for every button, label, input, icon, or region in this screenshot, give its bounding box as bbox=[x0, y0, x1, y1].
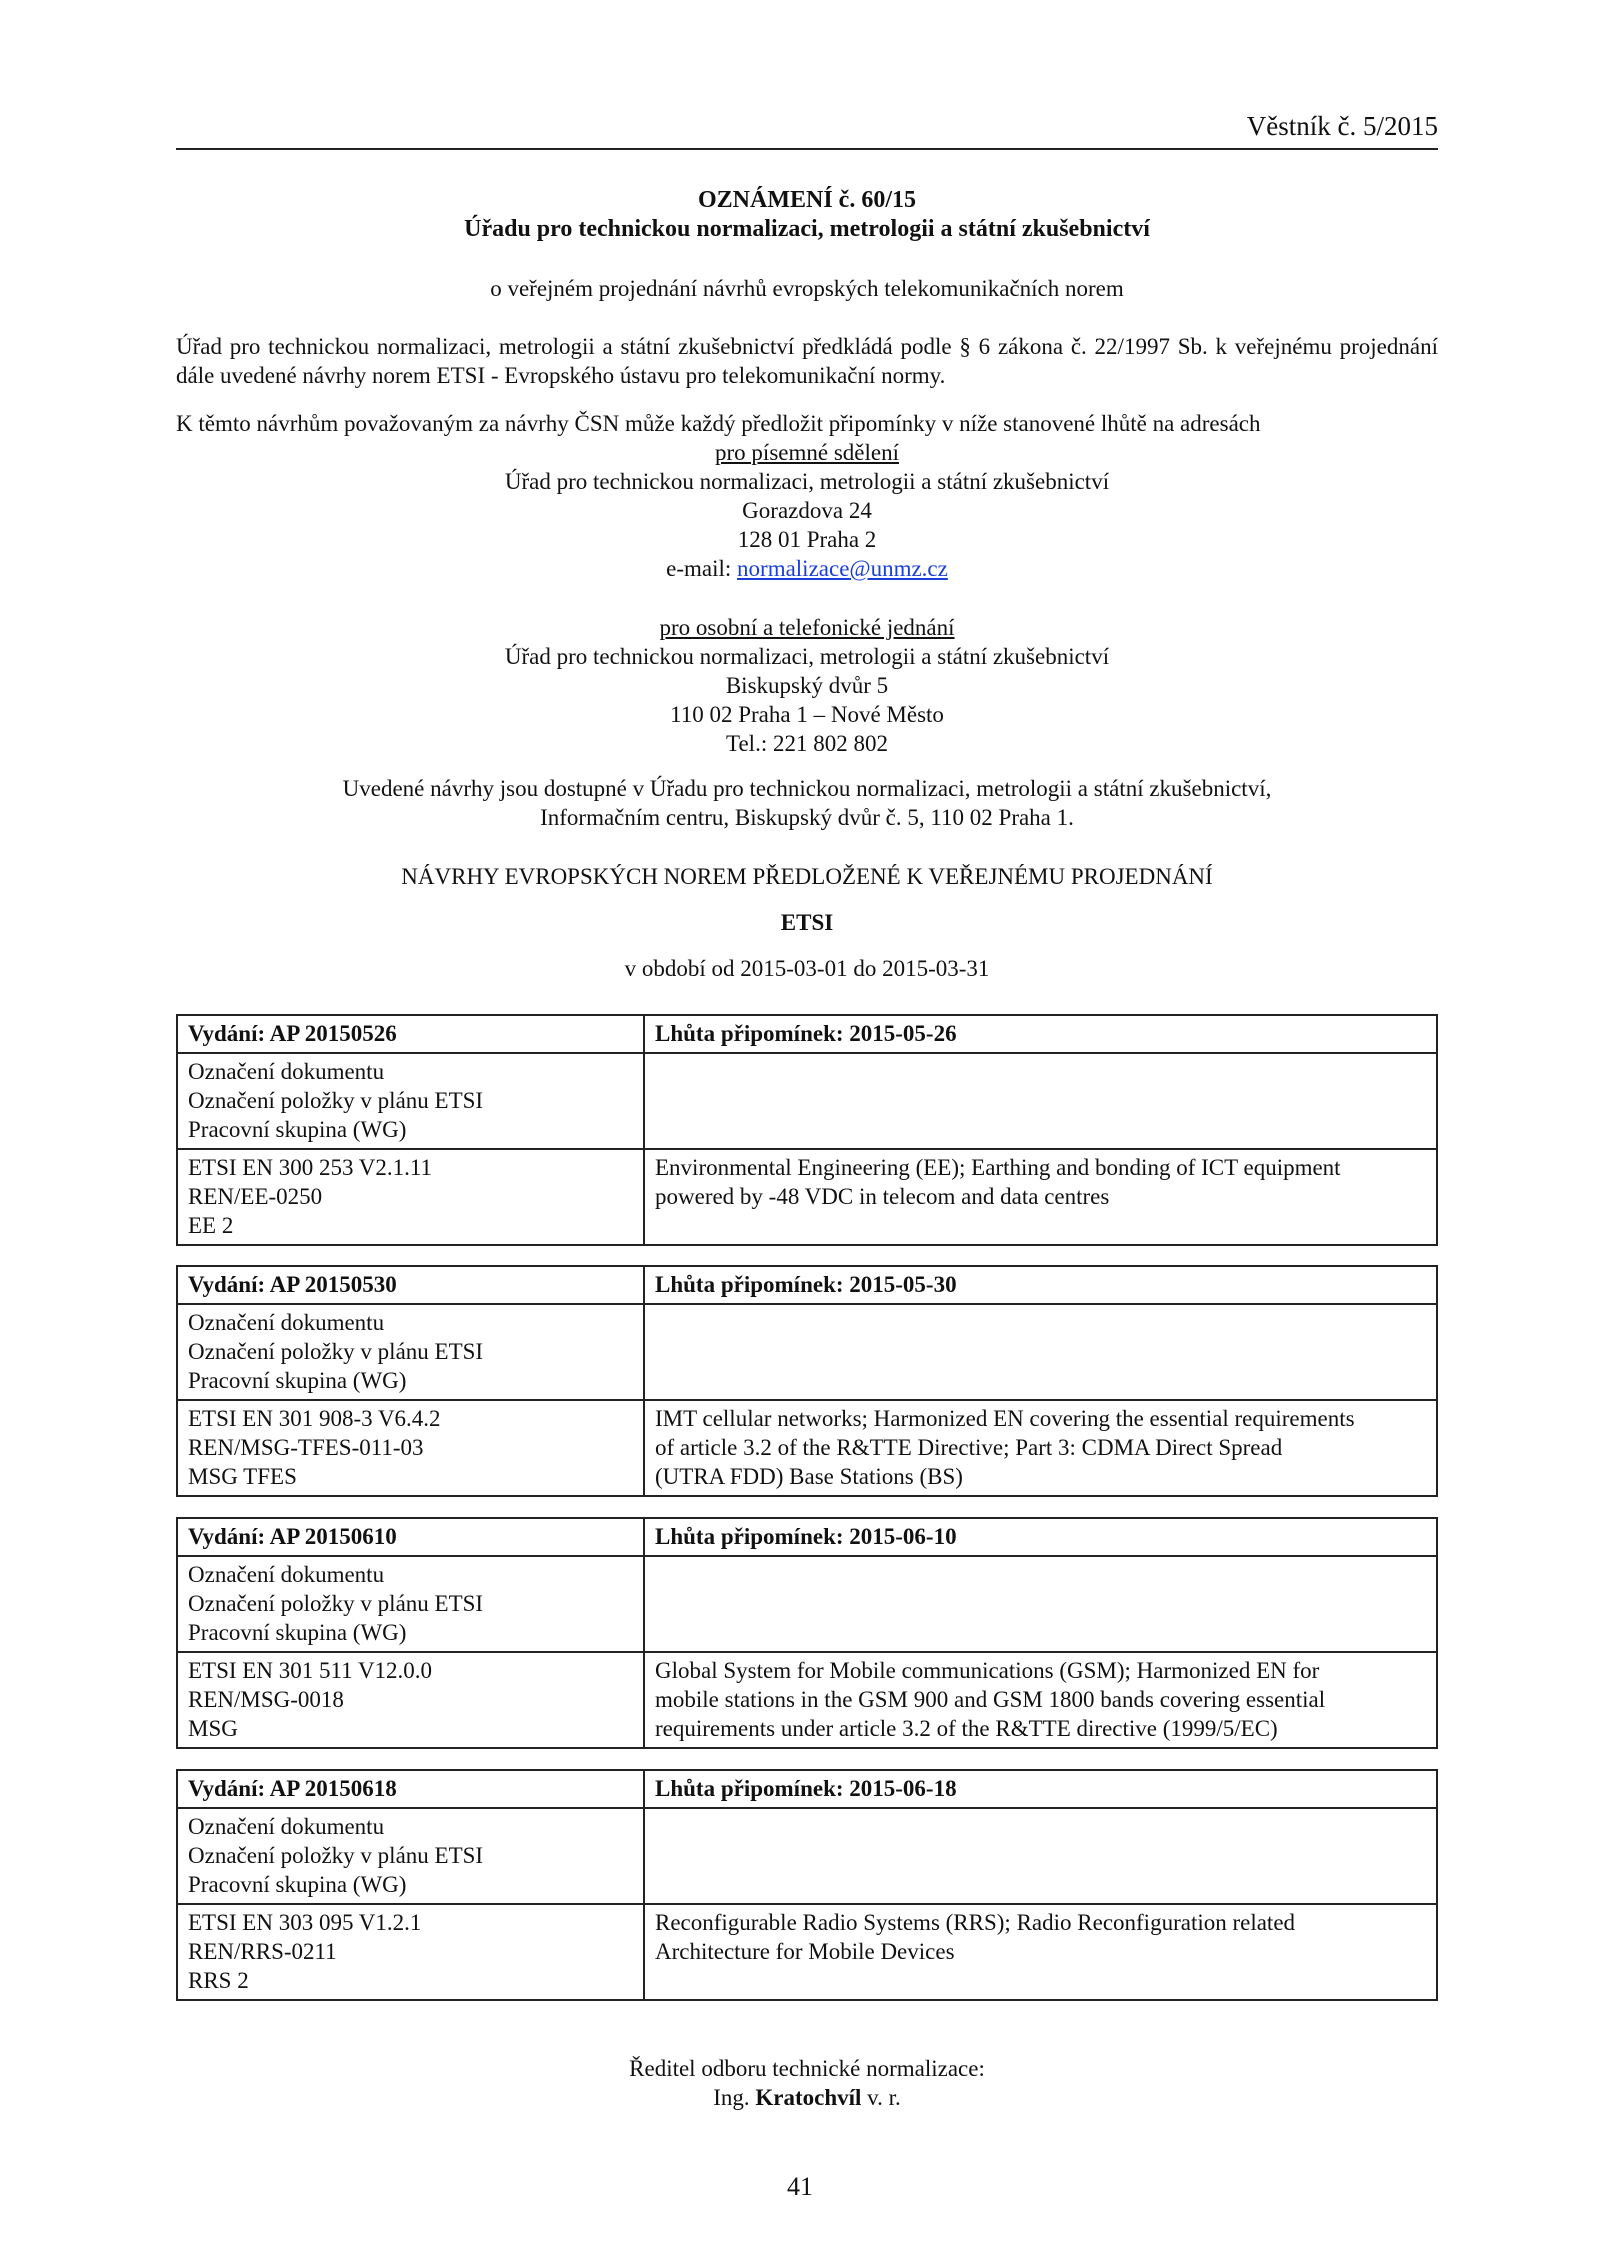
section-period: v období od 2015-03-01 do 2015-03-31 bbox=[624, 956, 990, 981]
ap-table-3 bbox=[176, 1517, 1438, 1749]
desc-cell bbox=[644, 1149, 1437, 1245]
doc-cell bbox=[177, 1652, 644, 1748]
page-header bbox=[176, 108, 1438, 150]
legend-empty-cell bbox=[644, 1304, 1437, 1400]
legend-doc: Označení dokumentu bbox=[188, 1562, 385, 1587]
signature-name: Kratochvíl bbox=[755, 2085, 862, 2110]
written-org: Úřad pro technickou normalizaci, metrologii a státní zkušebnictví bbox=[504, 469, 1110, 494]
ap-table-1 bbox=[176, 1014, 1438, 1246]
personal-street: Biskupský dvůr 5 bbox=[725, 673, 889, 698]
desc-cell bbox=[644, 1904, 1437, 2000]
written-address bbox=[176, 438, 1438, 583]
legend-wg: Pracovní skupina (WG) bbox=[188, 1620, 407, 1645]
issue-label: Věstník č. 5/2015 bbox=[1246, 111, 1438, 141]
written-heading: pro písemné sdělení bbox=[715, 440, 899, 465]
doc-id: ETSI EN 301 511 V12.0.0 bbox=[188, 1658, 433, 1683]
desc-line: requirements under article 3.2 of the R&TTE directive (1999/5/EC) bbox=[655, 1716, 1278, 1741]
personal-org: Úřad pro technickou normalizaci, metrologii a státní zkušebnictví bbox=[504, 644, 1110, 669]
notice-subject: o veřejném projednání návrhů evropských telekomunikačních norem bbox=[490, 276, 1124, 301]
ap-table-2 bbox=[176, 1265, 1438, 1497]
availability-note bbox=[176, 774, 1438, 832]
legend-cell bbox=[177, 1556, 644, 1652]
section-heading: NÁVRHY EVROPSKÝCH NOREM PŘEDLOŽENÉ K VEŘEJNÉMU PROJEDNÁNÍ bbox=[401, 864, 1213, 889]
desc-line: mobile stations in the GSM 900 and GSM 1800 bands covering essential bbox=[655, 1687, 1326, 1712]
legend-doc: Označení dokumentu bbox=[188, 1059, 385, 1084]
signature-title: Ing. bbox=[713, 2085, 756, 2110]
desc-line: Architecture for Mobile Devices bbox=[655, 1939, 955, 1964]
notice-authority: Úřadu pro technickou normalizaci, metrologii a státní zkušebnictví bbox=[464, 216, 1150, 242]
deadline-cell: Lhůta připomínek: 2015-06-10 bbox=[644, 1518, 1437, 1556]
item-id: REN/EE-0250 bbox=[188, 1184, 323, 1209]
written-email-line bbox=[176, 554, 1438, 583]
signature-role: Ředitel odboru technické normalizace: bbox=[629, 2056, 985, 2081]
legend-empty-cell bbox=[644, 1556, 1437, 1652]
legend-item: Označení položky v plánu ETSI bbox=[188, 1088, 484, 1113]
doc-id: ETSI EN 300 253 V2.1.11 bbox=[188, 1155, 433, 1180]
desc-line: powered by -48 VDC in telecom and data centres bbox=[655, 1184, 1110, 1209]
legend-cell bbox=[177, 1304, 644, 1400]
desc-line: Environmental Engineering (EE); Earthing and bonding of ICT equipment bbox=[655, 1155, 1341, 1180]
desc-line: Reconfigurable Radio Systems (RRS); Radio Reconfiguration related bbox=[655, 1910, 1296, 1935]
legend-wg: Pracovní skupina (WG) bbox=[188, 1368, 407, 1393]
desc-line: IMT cellular networks; Harmonized EN covering the essential requirements bbox=[655, 1406, 1355, 1431]
desc-cell bbox=[644, 1400, 1437, 1496]
item-id: REN/MSG-0018 bbox=[188, 1687, 344, 1712]
page-number: 41 bbox=[787, 2172, 813, 2201]
section-org: ETSI bbox=[780, 910, 834, 935]
legend-cell bbox=[177, 1053, 644, 1149]
deadline-cell: Lhůta připomínek: 2015-06-18 bbox=[644, 1770, 1437, 1808]
doc-cell bbox=[177, 1904, 644, 2000]
doc-id: ETSI EN 301 908-3 V6.4.2 bbox=[188, 1406, 441, 1431]
comments-intro: K těmto návrhům považovaným za návrhy ČSN může každý předložit připomínky v níže stanovené lhůtě na adresách bbox=[176, 411, 1261, 436]
personal-address bbox=[176, 613, 1438, 758]
desc-line: Global System for Mobile communications (GSM); Harmonized EN for bbox=[655, 1658, 1320, 1683]
notice-title-block bbox=[176, 186, 1438, 244]
wg-id: RRS 2 bbox=[188, 1968, 249, 1993]
desc-line: (UTRA FDD) Base Stations (BS) bbox=[655, 1464, 963, 1489]
ap-table-4 bbox=[176, 1769, 1438, 2001]
wg-id: MSG bbox=[188, 1716, 238, 1741]
item-id: REN/RRS-0211 bbox=[188, 1939, 337, 1964]
signature-block bbox=[176, 2054, 1438, 2112]
deadline-cell: Lhůta připomínek: 2015-05-30 bbox=[644, 1266, 1437, 1304]
legend-doc: Označení dokumentu bbox=[188, 1310, 385, 1335]
item-id: REN/MSG-TFES-011-03 bbox=[188, 1435, 424, 1460]
legend-empty-cell bbox=[644, 1053, 1437, 1149]
doc-cell bbox=[177, 1400, 644, 1496]
legend-doc: Označení dokumentu bbox=[188, 1814, 385, 1839]
doc-cell bbox=[177, 1149, 644, 1245]
email-label: e-mail: bbox=[666, 556, 738, 581]
legend-empty-cell bbox=[644, 1808, 1437, 1904]
legend-wg: Pracovní skupina (WG) bbox=[188, 1117, 407, 1142]
edition-cell: Vydání: AP 20150618 bbox=[177, 1770, 644, 1808]
legend-wg: Pracovní skupina (WG) bbox=[188, 1872, 407, 1897]
edition-cell: Vydání: AP 20150526 bbox=[177, 1015, 644, 1053]
legend-item: Označení položky v plánu ETSI bbox=[188, 1843, 484, 1868]
written-city: 128 01 Praha 2 bbox=[737, 527, 877, 552]
legend-item: Označení položky v plánu ETSI bbox=[188, 1339, 484, 1364]
doc-id: ETSI EN 303 095 V1.2.1 bbox=[188, 1910, 422, 1935]
signature-name-line bbox=[176, 2083, 1438, 2112]
availability-line-2: Informačním centru, Biskupský dvůr č. 5, 110 02 Praha 1. bbox=[540, 805, 1074, 830]
legend-item: Označení položky v plánu ETSI bbox=[188, 1591, 484, 1616]
personal-heading: pro osobní a telefonické jednání bbox=[659, 615, 955, 640]
wg-id: EE 2 bbox=[188, 1213, 234, 1238]
notice-title: OZNÁMENÍ č. 60/15 bbox=[698, 187, 916, 213]
personal-city: 110 02 Praha 1 – Nové Město bbox=[670, 702, 944, 727]
legend-cell bbox=[177, 1808, 644, 1904]
notice-intro: Úřad pro technickou normalizaci, metrologii a státní zkušebnictví předkládá podle § 6 zákona č. 22/1997 Sb. k veřejnému projednání dále uvedené návrhy norem ETSI - Evropského ústavu pro telekomunikační normy. bbox=[176, 334, 1438, 388]
edition-cell: Vydání: AP 20150530 bbox=[177, 1266, 644, 1304]
desc-cell bbox=[644, 1652, 1437, 1748]
edition-cell: Vydání: AP 20150610 bbox=[177, 1518, 644, 1556]
availability-line-1: Uvedené návrhy jsou dostupné v Úřadu pro technickou normalizaci, metrologii a státní zkušebnictví, bbox=[342, 776, 1272, 801]
signature-suffix: v. r. bbox=[861, 2085, 901, 2110]
written-street: Gorazdova 24 bbox=[742, 498, 872, 523]
email-link[interactable]: normalizace@unmz.cz bbox=[737, 556, 948, 581]
desc-line: of article 3.2 of the R&TTE Directive; Part 3: CDMA Direct Spread bbox=[655, 1435, 1283, 1460]
wg-id: MSG TFES bbox=[188, 1464, 297, 1489]
personal-tel: Tel.: 221 802 802 bbox=[726, 731, 888, 756]
deadline-cell: Lhůta připomínek: 2015-05-26 bbox=[644, 1015, 1437, 1053]
